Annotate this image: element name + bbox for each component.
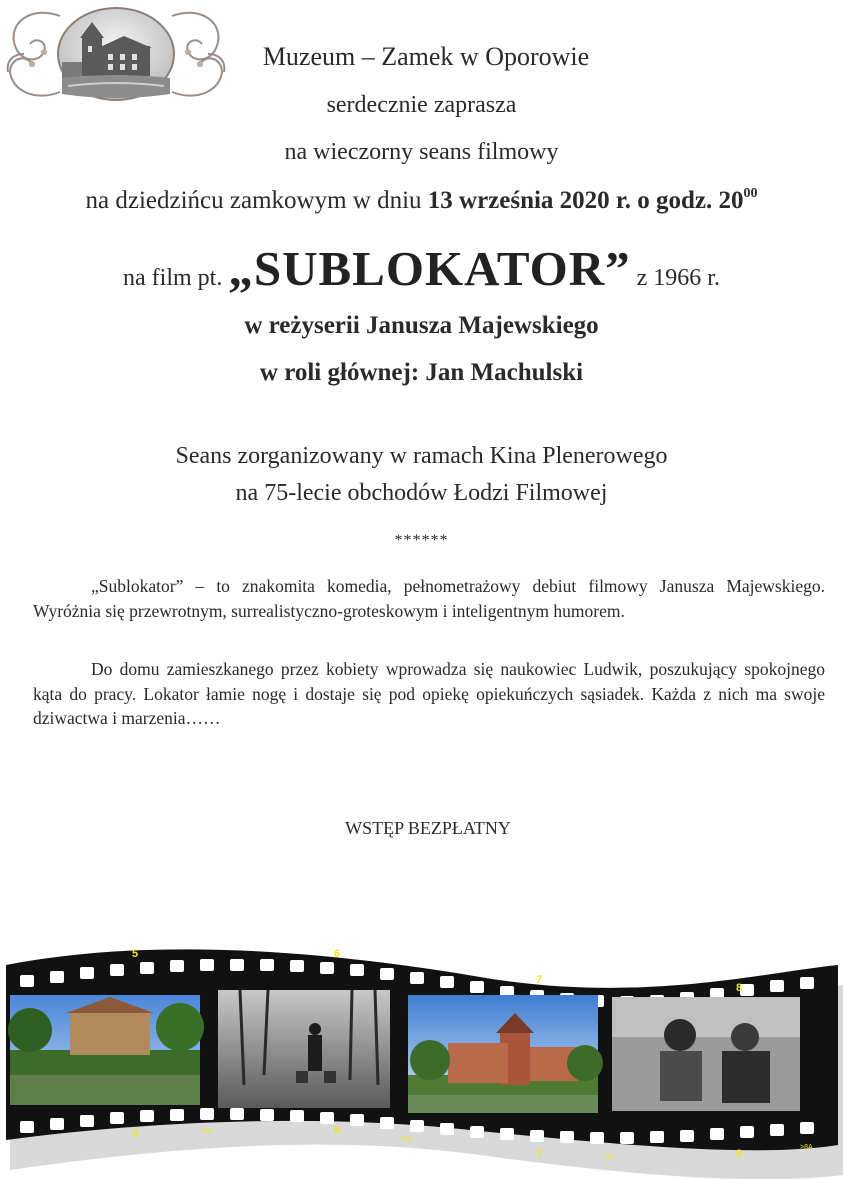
edge-number-6: 6 xyxy=(334,1124,341,1136)
edge-number-7: 7 xyxy=(536,1148,543,1160)
date-line xyxy=(0,186,843,215)
frame-number-8: 8 xyxy=(736,982,743,994)
film-prefix: na film pt. xyxy=(123,265,223,291)
description-text-1: „Sublokator” – to znakomita komedia, pełnometrażowy debiut filmowy Janusza Majewskiego. Wyróżnia się przewrotnym, surrealistyczno-groteskowym i inteligentnym humorem. xyxy=(33,576,825,621)
film-title-line xyxy=(0,240,843,297)
filmstrip xyxy=(0,935,843,1179)
date-time-text: 13 września 2020 r. o godz. 20 xyxy=(427,187,744,214)
admission-note: WSTĘP BEZPŁATNY xyxy=(345,818,511,838)
edge-mark-7a: >7A xyxy=(602,1154,615,1161)
edge-number-8: 8 xyxy=(736,1148,743,1160)
frame-castle-pond xyxy=(8,995,204,1105)
edge-number-5: 5 xyxy=(132,1128,139,1140)
museum-name: Muzeum – Zamek w Oporowie xyxy=(262,42,590,71)
description-text-2: Do domu zamieszkanego przez kobiety wprowadza się naukowiec Ludwik, poszukujący spokojnego kąta do pracy. Lokator łamie nogę i dostaje się pod opiekę opiekuńczych sąsiadek. Każda z nich ma swoje dziwactwa i marzenia…… xyxy=(33,659,825,728)
organized-line-1: Seans zorganizowany w ramach Kina Plenerowego xyxy=(175,443,668,469)
frame-brick-castle xyxy=(408,995,603,1113)
time-minutes: 00 xyxy=(743,186,758,201)
starring-line: w roli głównej: Jan Machulski xyxy=(259,359,584,386)
film-title: „SUBLOKATOR” xyxy=(228,241,631,296)
organized-line-2: na 75-lecie obchodów Łodzi Filmowej xyxy=(235,480,608,506)
frame-number-7: 7 xyxy=(536,974,543,986)
film-year: z 1966 r. xyxy=(636,265,720,291)
director-line: w reżyserii Janusza Majewskiego xyxy=(244,312,599,339)
frame-two-people xyxy=(612,997,800,1111)
edge-mark-8a: >8A xyxy=(800,1144,813,1151)
description-paragraph-2 xyxy=(33,657,825,731)
frame-number-5: 5 xyxy=(132,948,139,960)
invitation-line: serdecznie zaprasza xyxy=(326,92,517,118)
place-text: na dziedzińcu zamkowym w dniu xyxy=(85,187,422,214)
description-paragraph-1 xyxy=(33,574,825,623)
frame-bw-figure xyxy=(218,990,390,1108)
event-type-line: na wieczorny seans filmowy xyxy=(284,139,559,165)
frame-number-6: 6 xyxy=(334,948,341,960)
edge-mark-5a: >5A xyxy=(200,1128,213,1135)
separator: ****** xyxy=(394,532,449,549)
edge-mark-6a: >6A xyxy=(400,1136,413,1143)
